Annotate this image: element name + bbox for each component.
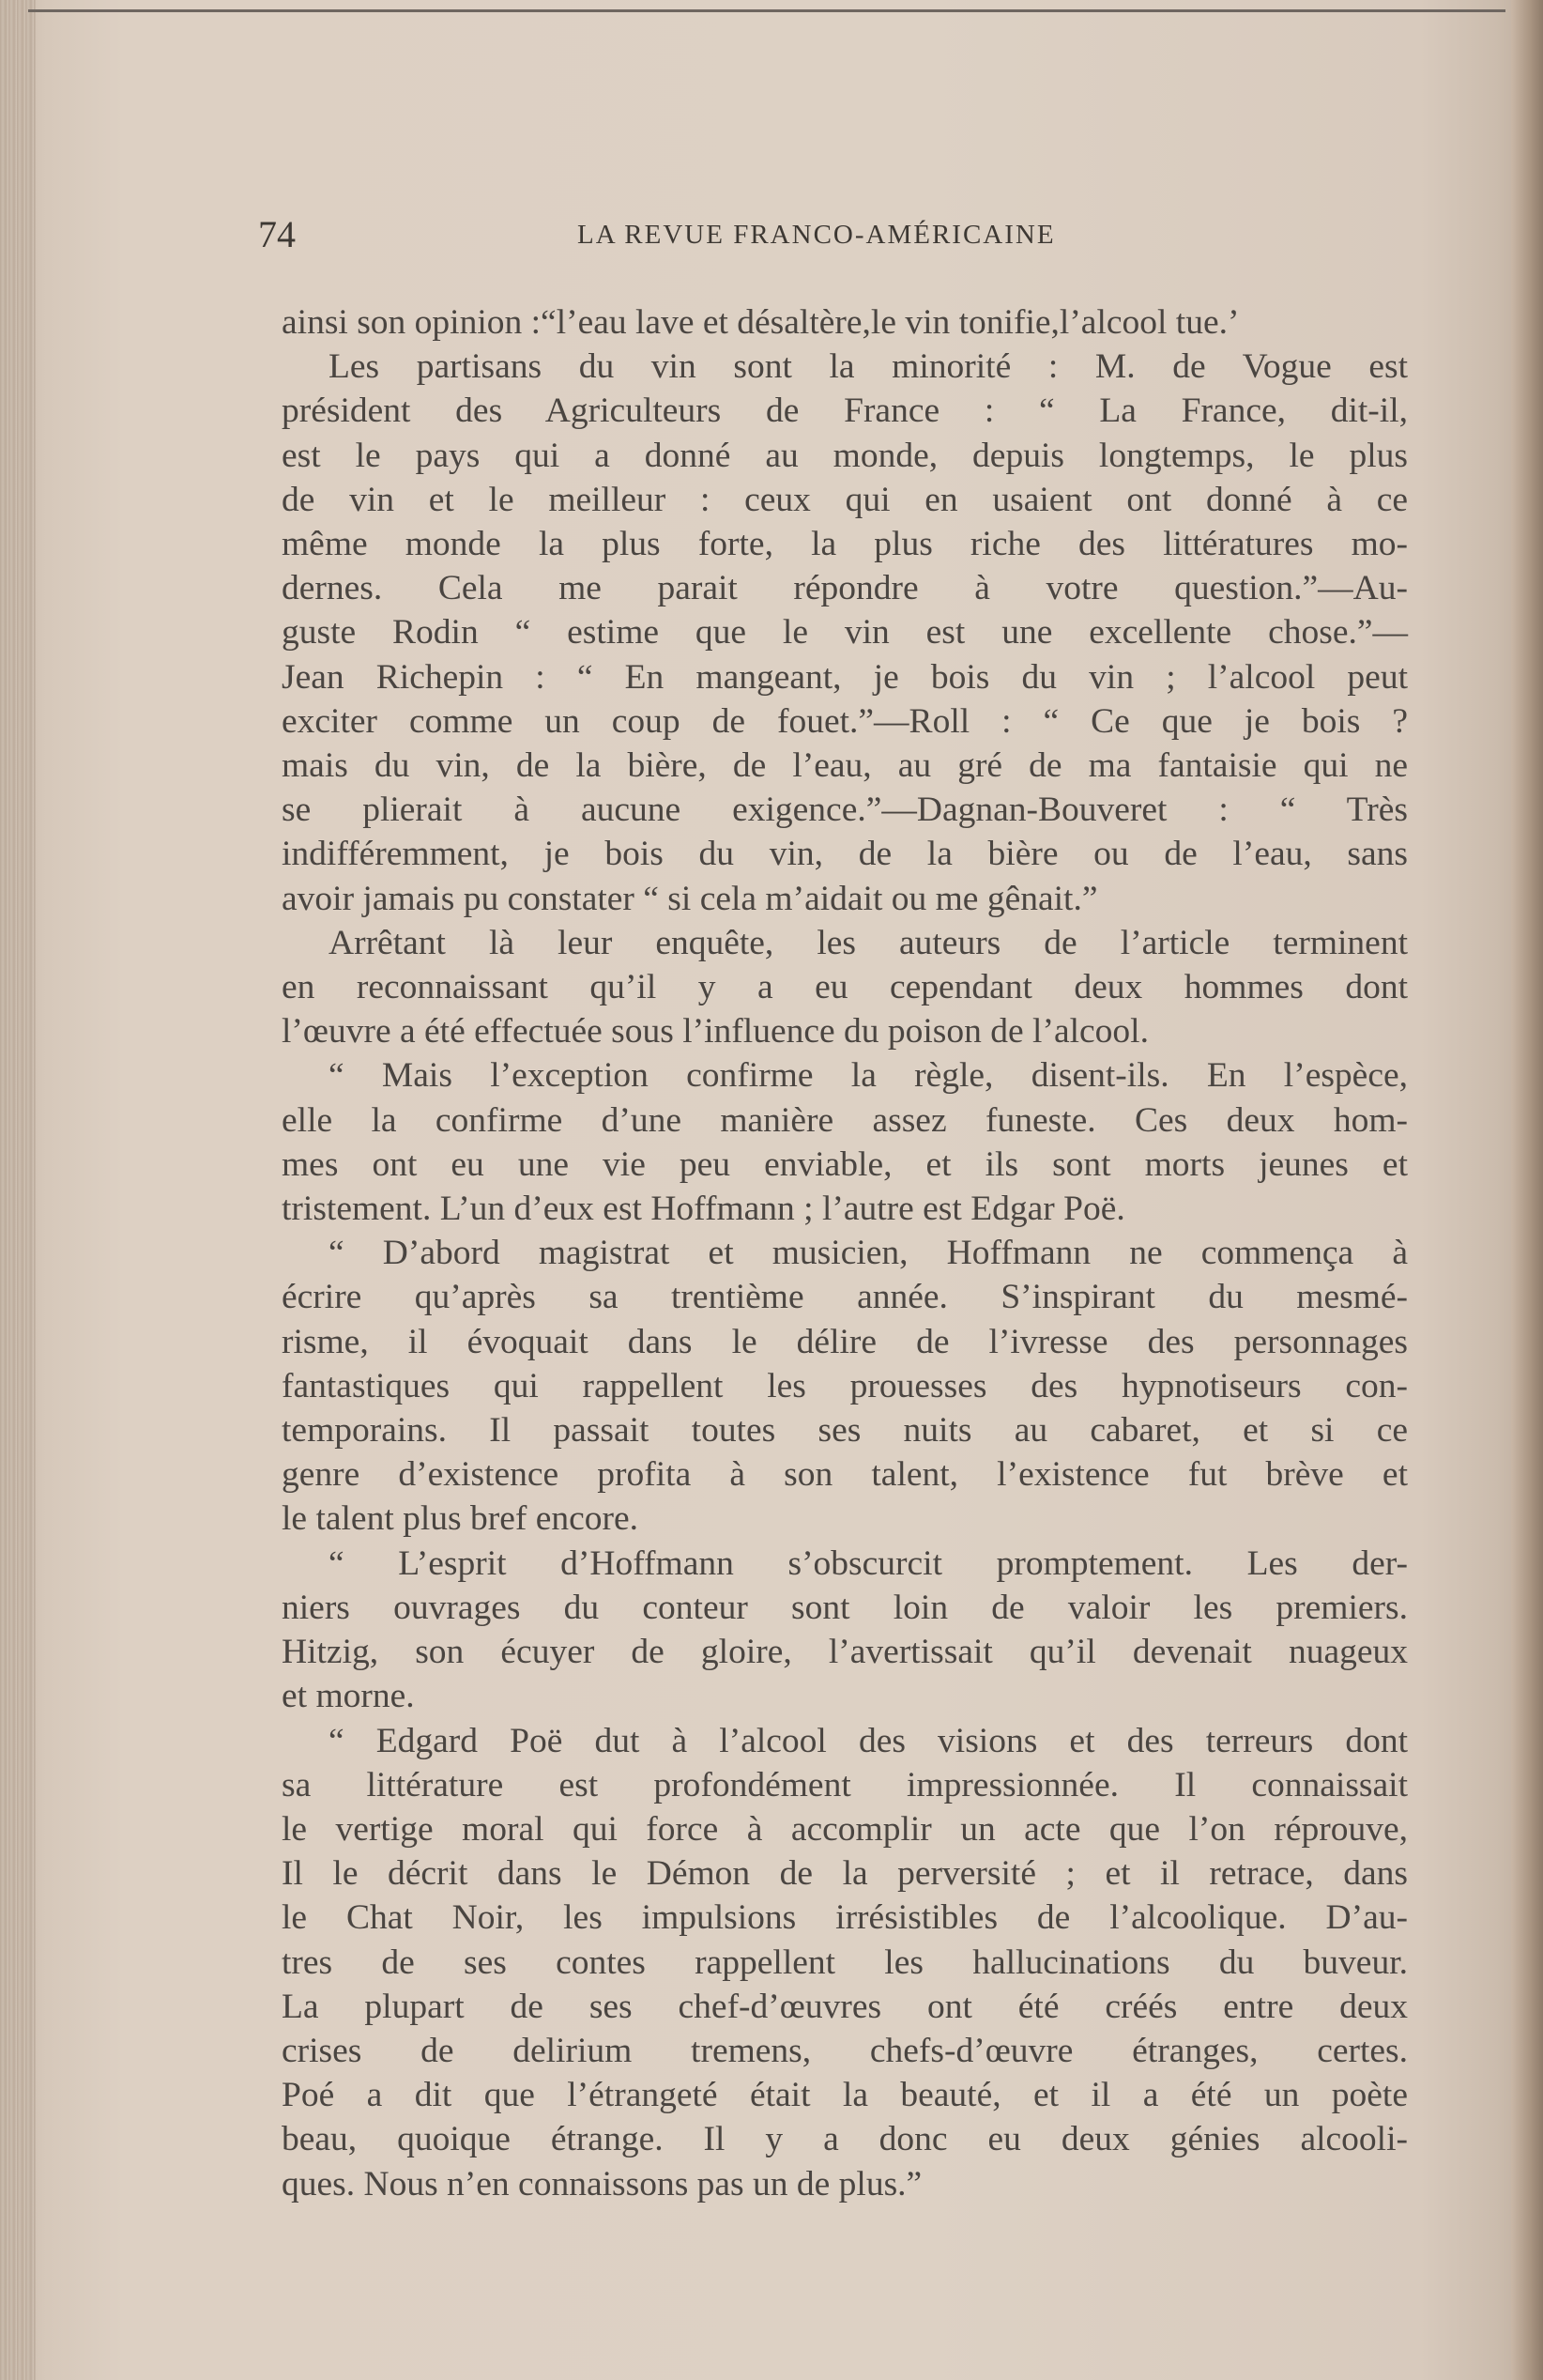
- text-line: mes ont eu une vie peu enviable, et ils sont morts jeunes et: [282, 1144, 1408, 1184]
- text-line: guste Rodin “ estime que le vin est une excellente chose.”—: [282, 613, 1408, 653]
- text-line: “ Edgard Poë dut à l’alcool des visions et des terreurs dont: [328, 1721, 1408, 1760]
- text-line: et morne.: [282, 1677, 415, 1716]
- text-line: Il le décrit dans le Démon de la perversité ; et il retrace, dans: [282, 1854, 1408, 1894]
- text-line: même monde la plus forte, la plus riche des littératures mo-: [282, 525, 1408, 564]
- body-text: [282, 300, 1408, 2206]
- text-line: beau, quoique étrange. Il y a donc eu deux génies alcooli-: [282, 2120, 1408, 2159]
- text-line: Poé a dit que l’étrangeté était la beauté, et il a été un poète: [282, 2076, 1408, 2115]
- text-line: exciter comme un coup de fouet.”—Roll : “ Ce que je bois ?: [282, 701, 1408, 741]
- text-line: temporains. Il passait toutes ses nuits au cabaret, et si ce: [282, 1411, 1408, 1451]
- text-line: genre d’existence profita à son talent, l’existence fut brève et: [282, 1455, 1408, 1495]
- text-line: dernes. Cela me parait répondre à votre question.”—Au-: [282, 569, 1408, 608]
- text-line: Les partisans du vin sont la minorité : M. de Vogue est: [328, 347, 1408, 387]
- text-line: ainsi son opinion :“l’eau lave et désaltère,le vin tonifie,l’alcool tue.’: [282, 303, 1240, 342]
- text-line: Arrêtant là leur enquête, les auteurs de l’article terminent: [328, 923, 1408, 962]
- text-line: est le pays qui a donné au monde, depuis longtemps, le plus: [282, 436, 1408, 475]
- text-line: niers ouvrages du conteur sont loin de valoir les premiers.: [282, 1588, 1408, 1627]
- text-line: le Chat Noir, les impulsions irrésistibles de l’alcoolique. D’au-: [282, 1898, 1408, 1938]
- text-line: “ D’abord magistrat et musicien, Hoffmann ne commença à: [328, 1234, 1408, 1273]
- text-line: Jean Richepin : “ En mangeant, je bois du vin ; l’alcool peut: [282, 657, 1408, 697]
- text-line: mais du vin, de la bière, de l’eau, au gré de ma fantaisie qui ne: [282, 746, 1408, 786]
- text-line: La plupart de ses chef-d’œuvres ont été créés entre deux: [282, 1987, 1408, 2026]
- text-line: crises de delirium tremens, chefs-d’œuvre étranges, certes.: [282, 2031, 1408, 2070]
- page-header: [258, 212, 1431, 269]
- text-line: Hitzig, son écuyer de gloire, l’avertissait qu’il devenait nuageux: [282, 1633, 1408, 1672]
- page-gutter: [0, 0, 36, 2380]
- text-line: risme, il évoquait dans le délire de l’ivresse des personnages: [282, 1322, 1408, 1361]
- text-line: le talent plus bref encore.: [282, 1499, 639, 1539]
- text-line: écrire qu’après sa trentième année. S’inspirant du mesmé-: [282, 1278, 1408, 1317]
- text-line: avoir jamais pu constater “ si cela m’aidait ou me gênait.”: [282, 879, 1098, 918]
- text-line: en reconnaissant qu’il y a eu cependant deux hommes dont: [282, 968, 1408, 1007]
- text-line: elle la confirme d’une manière assez funeste. Ces deux hom-: [282, 1100, 1408, 1140]
- text-line: tristement. L’un d’eux est Hoffmann ; l’autre est Edgar Poë.: [282, 1190, 1125, 1229]
- top-rule: [28, 9, 1505, 12]
- page-number: 74: [258, 213, 296, 255]
- text-line: tres de ses contes rappellent les hallucinations du buveur.: [282, 1942, 1408, 1982]
- text-line: ques. Nous n’en connaissons pas un de plus.”: [282, 2164, 923, 2203]
- text-line: fantastiques qui rappellent les prouesses des hypnotiseurs con-: [282, 1366, 1408, 1405]
- text-line: sa littérature est profondément impressionnée. Il connaissait: [282, 1765, 1408, 1804]
- text-line: président des Agriculteurs de France : “ La France, dit-il,: [282, 392, 1408, 431]
- text-line: l’œuvre a été effectuée sous l’influence du poison de l’alcool.: [282, 1012, 1149, 1052]
- text-line: “ L’esprit d’Hoffmann s’obscurcit promptement. Les der-: [328, 1543, 1408, 1583]
- text-line: indifféremment, je bois du vin, de la bière ou de l’eau, sans: [282, 835, 1408, 874]
- page-edge: [1511, 0, 1543, 2380]
- text-line: de vin et le meilleur : ceux qui en usaient ont donné à ce: [282, 480, 1408, 519]
- text-line: le vertige moral qui force à accomplir un acte que l’on réprouve,: [282, 1809, 1408, 1849]
- running-title: LA REVUE FRANCO-AMÉRICAINE: [577, 220, 1056, 250]
- text-line: “ Mais l’exception confirme la règle, disent-ils. En l’espèce,: [328, 1056, 1408, 1096]
- text-line: se plierait à aucune exigence.”—Dagnan-Bouveret : “ Très: [282, 791, 1408, 830]
